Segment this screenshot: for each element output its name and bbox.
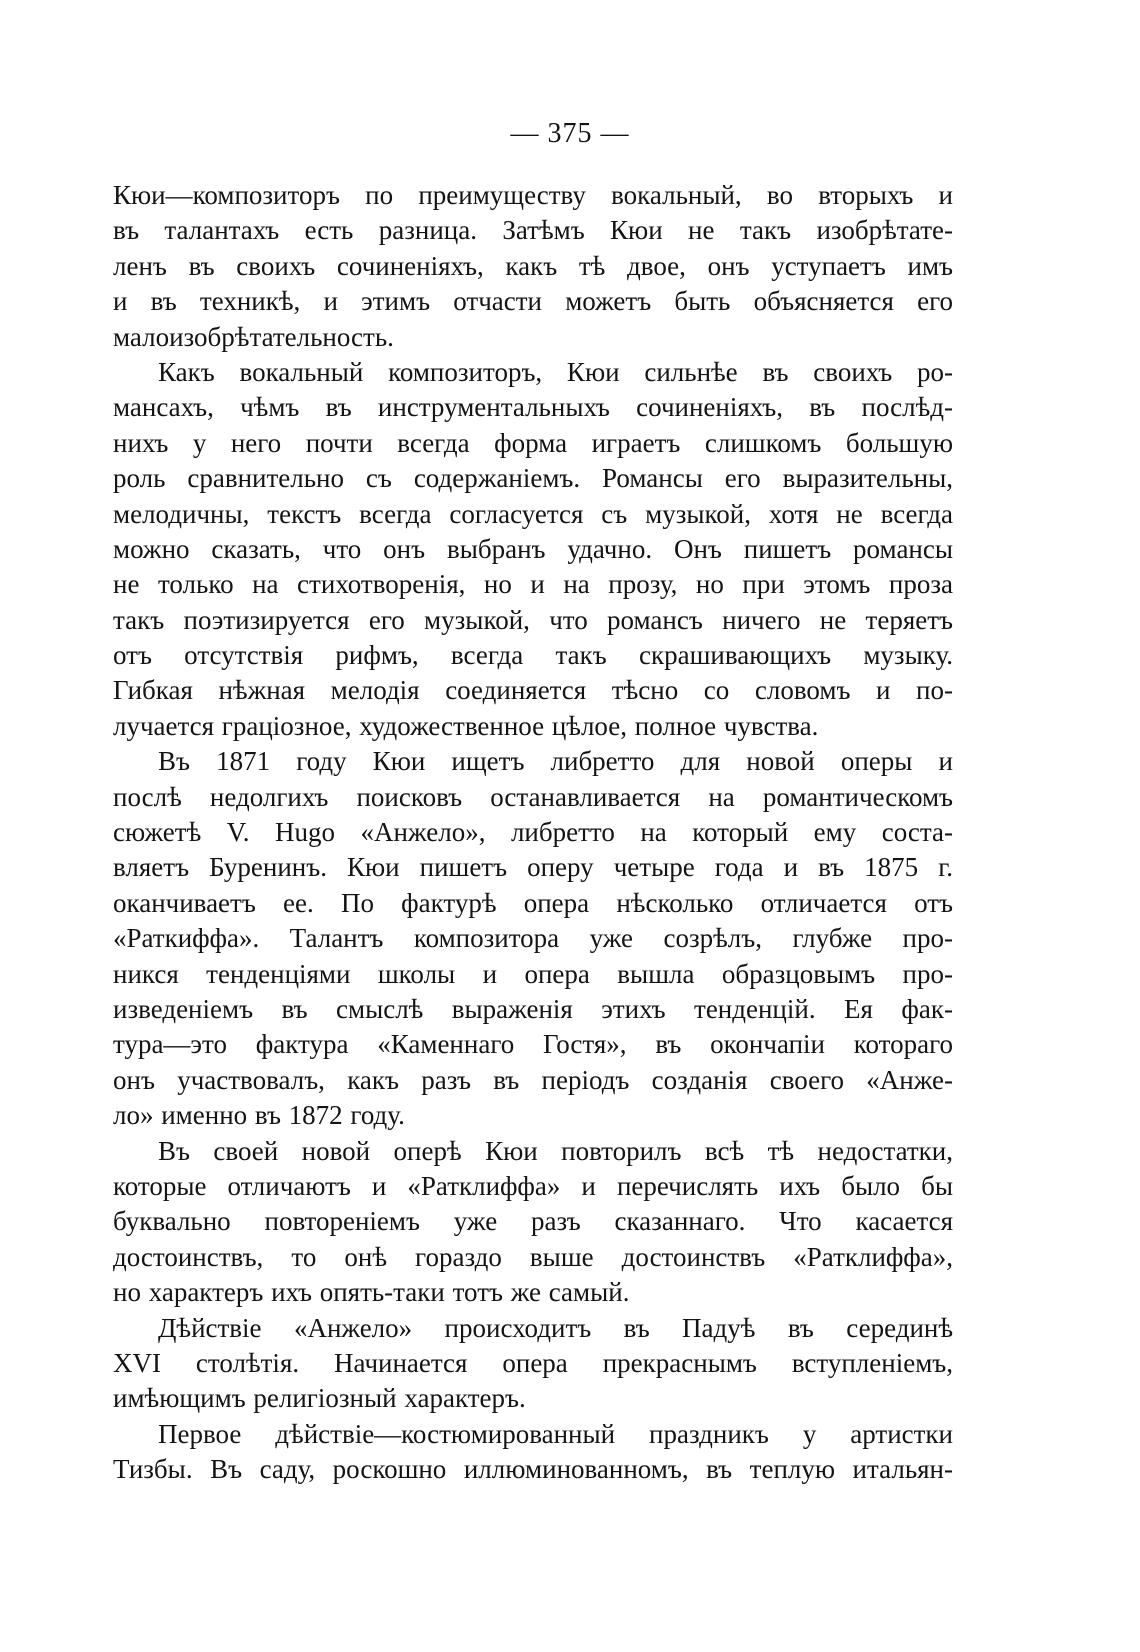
text-line: Дѣйствіе «Анжело» происходитъ въ Падуѣ въ серединѣ	[158, 1312, 953, 1343]
text-line: Гибкая нѣжная мелодія соединяется тѣсно со словомъ и по-	[113, 675, 953, 706]
text-line: отъ отсутствія рифмъ, всегда такъ скрашивающихъ музыку.	[113, 640, 953, 671]
text-line: мелодичны, текстъ всегда согласуется съ музыкой, хотя не всегда	[113, 498, 953, 529]
text-line: сюжетѣ V. Hugo «Анжело», либретто на который ему соста-	[113, 817, 953, 848]
text-line: имѣющимъ религіозный характеръ.	[113, 1383, 526, 1414]
text-line: послѣ недолгихъ поисковъ останавливается на романтическомъ	[113, 781, 953, 812]
text-line: Въ своей новой оперѣ Кюи повторилъ всѣ тѣ недостатки,	[158, 1135, 953, 1166]
text-line: вляетъ Буренинъ. Кюи пишетъ оперу четыре года и въ 1875 г.	[113, 852, 953, 883]
text-line: роль сравнительно съ содержаніемъ. Романсы его выразительны,	[113, 463, 953, 494]
text-line: оканчиваетъ ее. По фактурѣ опера нѣсколько отличается отъ	[113, 887, 953, 918]
text-line: лучается граціозное, художественное цѣлое, полное чувства.	[113, 710, 819, 741]
text-line: Въ 1871 году Кюи ищетъ либретто для новой оперы и	[158, 746, 953, 777]
text-line: изведеніемъ въ смыслѣ выраженія этихъ тенденцій. Ея фак-	[113, 993, 953, 1024]
text-line: Первое дѣйствіе—костюмированный праздникъ у артистки	[158, 1418, 953, 1449]
text-line: достоинствъ, то онѣ гораздо выше достоинствъ «Ратклиффа»,	[113, 1241, 953, 1272]
text-line: буквально повтореніемъ уже разъ сказаннаго. Что касается	[113, 1206, 953, 1237]
body-text	[113, 178, 953, 1487]
text-line: мансахъ, чѣмъ въ инструментальныхъ сочиненіяхъ, въ послѣд-	[113, 392, 953, 423]
text-line: можно сказать, что онъ выбранъ удачно. Онъ пишетъ романсы	[113, 533, 953, 564]
text-line: Какъ вокальный композиторъ, Кюи сильнѣе въ своихъ ро-	[158, 356, 953, 387]
text-line: которые отличаютъ и «Ратклиффа» и перечислять ихъ было бы	[113, 1170, 953, 1201]
text-line: «Раткиффа». Талантъ композитора уже созрѣлъ, глубже про-	[113, 923, 953, 954]
page-number: — 375 —	[510, 118, 630, 149]
text-line: ленъ въ своихъ сочиненіяхъ, какъ тѣ двое, онъ уступаетъ имъ	[113, 250, 953, 281]
text-line: малоизобрѣтательность.	[113, 321, 394, 352]
text-line: никся тенденціями школы и опера вышла образцовымъ про-	[113, 958, 953, 989]
text-line: XVI столѣтія. Начинается опера прекраснымъ вступленіемъ,	[113, 1347, 953, 1378]
text-line: не только на стихотворенія, но и на прозу, но при этомъ проза	[113, 569, 953, 600]
text-line: онъ участвовалъ, какъ разъ въ періодъ созданія своего «Анже-	[113, 1064, 953, 1095]
text-line: но характеръ ихъ опять-таки тотъ же самый.	[113, 1277, 630, 1308]
text-line: и въ техникѣ, и этимъ отчасти можетъ быть объясняется его	[113, 286, 953, 317]
text-line: Тизбы. Въ саду, роскошно иллюминованномъ, въ теплую итальян-	[113, 1454, 953, 1485]
text-line: въ талантахъ есть разница. Затѣмъ Кюи не такъ изобрѣтате-	[113, 215, 953, 246]
text-line: Кюи—композиторъ по преимуществу вокальный, во вторыхъ и	[113, 180, 953, 210]
text-line: тура—это фактура «Каменнаго Гостя», въ окончапіи котораго	[113, 1029, 953, 1060]
text-line: нихъ у него почти всегда форма играетъ слишкомъ большую	[113, 427, 953, 458]
text-line: ло» именно въ 1872 году.	[113, 1100, 405, 1131]
text-line: такъ поэтизируется его музыкой, что романсъ ничего не теряетъ	[113, 604, 953, 635]
